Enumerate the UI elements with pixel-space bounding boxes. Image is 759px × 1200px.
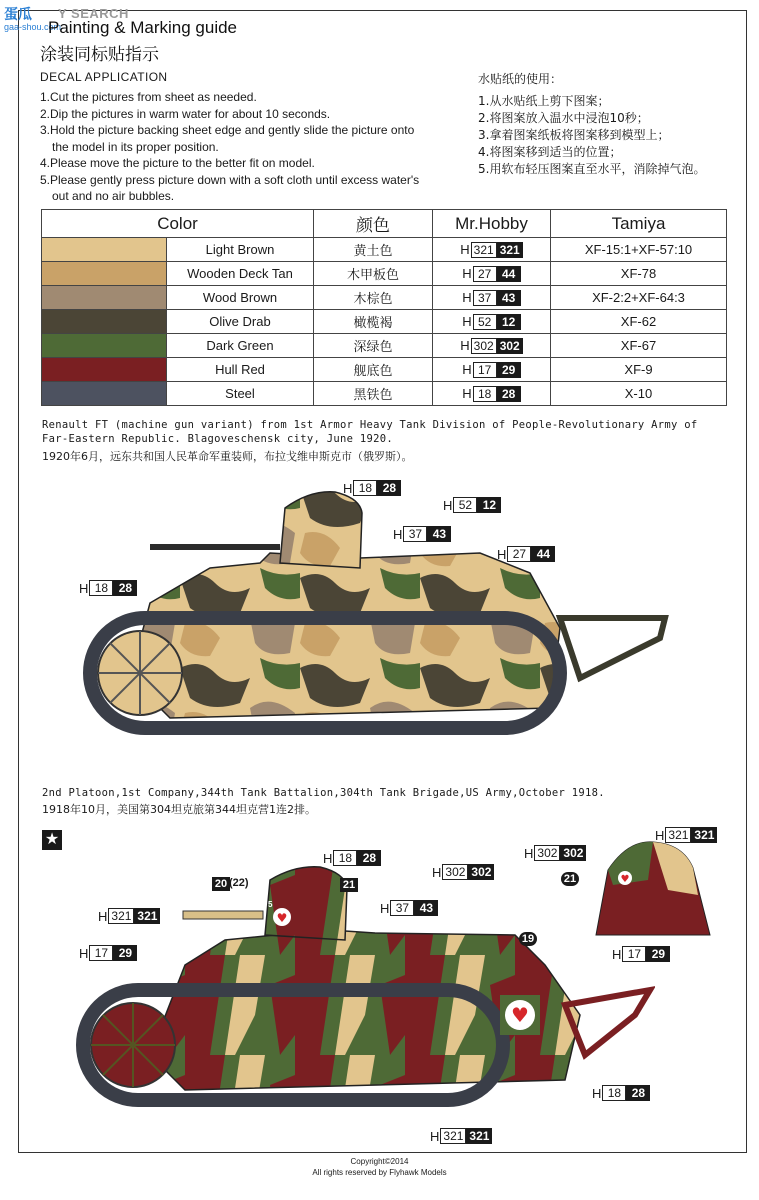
- decal-steps-cn: [478, 93, 705, 178]
- mrhobby-code: H 27 44: [433, 262, 551, 286]
- tank2-turret: [265, 867, 347, 940]
- decal-step-cn: 2.将图案放入温水中浸泡10秒；: [478, 111, 649, 125]
- color-swatch: [42, 310, 167, 334]
- watermark-search: Y SEARCH: [58, 6, 129, 21]
- copyright: [0, 1156, 759, 1178]
- tamiya-code: XF-2:2+XF-64:3: [551, 286, 727, 310]
- col-tamiya: Tamiya: [551, 210, 727, 238]
- color-swatch: [42, 334, 167, 358]
- decal-step-cn: 5.用软布轻压图案直至水平，消除掉气泡。: [478, 162, 706, 176]
- copyright-line: Copyright©2014: [350, 1157, 409, 1166]
- callout-olive-drab: H 52 12: [443, 497, 501, 513]
- mrhobby-code: H 17 29: [433, 358, 551, 382]
- decal-number-21-front: 21: [561, 872, 579, 886]
- tank1-gun: [150, 544, 280, 550]
- color-swatch: [42, 238, 167, 262]
- col-cn: 颜色: [314, 210, 433, 238]
- color-swatch: [42, 382, 167, 406]
- callout-steel: H 18 28: [343, 480, 401, 496]
- color-row: [42, 238, 727, 262]
- color-row: [42, 334, 727, 358]
- color-name: Hull Red: [167, 358, 314, 382]
- scheme2-caption-cn: 1918年10月，美国第304坦克旅第344坦克营1连2排。: [42, 803, 316, 816]
- color-row: [42, 310, 727, 334]
- color-name-cn: 舰底色: [314, 358, 433, 382]
- callout-light-brown: H 321 321: [98, 908, 160, 924]
- color-name: Wood Brown: [167, 286, 314, 310]
- color-name-cn: 橄榄褐: [314, 310, 433, 334]
- color-name-cn: 木甲板色: [314, 262, 433, 286]
- tank1-hull: [130, 553, 560, 718]
- color-name-cn: 木棕色: [314, 286, 433, 310]
- tamiya-code: XF-15:1+XF-57:10: [551, 238, 727, 262]
- page-title: Painting & Marking guide: [48, 18, 238, 37]
- decal-heading: DECAL APPLICATION: [40, 70, 168, 84]
- heart-icon: ♥: [511, 1003, 529, 1027]
- col-color: Color: [42, 210, 314, 238]
- callout-turret-green: H 302 302: [524, 845, 586, 861]
- color-name: Wooden Deck Tan: [167, 262, 314, 286]
- color-table-header: [42, 210, 727, 238]
- turret-front-view: [588, 840, 718, 945]
- callout-turret-red: H 17 29: [612, 946, 670, 962]
- color-swatch: [42, 358, 167, 382]
- color-name-cn: 黄土色: [314, 238, 433, 262]
- scheme1-caption: Renault FT (machine gun variant) from 1st Armor Heavy Tank Division of People-Revolutionary Army of: [42, 419, 698, 431]
- color-table: [41, 209, 727, 406]
- decal-step: the model in its proper position.: [52, 139, 219, 154]
- watermark-brand: 蛋瓜: [4, 6, 32, 22]
- tamiya-code: XF-67: [551, 334, 727, 358]
- decal-number-20: 20: [212, 877, 230, 891]
- rights-line: All rights reserved by Flyhawk Models: [312, 1168, 447, 1177]
- decal-number-22: (22): [229, 877, 249, 889]
- tank1-turret: [280, 492, 362, 568]
- decal-heading-cn: 水贴纸的使用：: [478, 72, 563, 86]
- callout-steel: H 18 28: [323, 850, 381, 866]
- callout-wood-brown: H 37 43: [380, 900, 438, 916]
- callout-steel-track: H 18 28: [79, 580, 137, 596]
- color-row: [42, 358, 727, 382]
- color-name: Steel: [167, 382, 314, 406]
- decal-step: 2.Dip the pictures in warm water for about 10 seconds.: [40, 106, 331, 121]
- color-name-cn: 深绿色: [314, 334, 433, 358]
- decal-step-cn: 4.将图案移到适当的位置；: [478, 145, 622, 159]
- decal-step: out and no air bubbles.: [52, 189, 175, 203]
- mrhobby-code: H 18 28: [433, 382, 551, 406]
- tank1-illustration: [60, 478, 680, 748]
- decal-number-5: 5: [268, 900, 273, 909]
- mrhobby-code: H 321 321: [433, 238, 551, 262]
- mrhobby-code: H 37 43: [433, 286, 551, 310]
- decal-steps: [40, 89, 419, 205]
- callout-steel-track: H 18 28: [592, 1085, 650, 1101]
- callout-light-brown-wheels: H 321 321: [430, 1128, 492, 1144]
- watermark-url: gaa-shou.com: [4, 22, 62, 32]
- scheme2-caption: 2nd Platoon,1st Company,344th Tank Battalion,304th Tank Brigade,US Army,October 1918.: [42, 787, 605, 799]
- decal-step-cn: 3.拿着图案纸板将图案移到模型上；: [478, 128, 670, 142]
- turret-front-heart-icon: ♥: [620, 874, 630, 885]
- decal-number-19: 19: [519, 932, 537, 946]
- color-name: Olive Drab: [167, 310, 314, 334]
- color-swatch: [42, 286, 167, 310]
- decal-step: 4.Please move the picture to the better fit on model.: [40, 156, 315, 170]
- color-name: Dark Green: [167, 334, 314, 358]
- col-mrhobby: Mr.Hobby: [433, 210, 551, 238]
- star-marker: ★: [42, 830, 62, 850]
- tamiya-code: X-10: [551, 382, 727, 406]
- callout-dark-green: H 302 302: [432, 864, 494, 880]
- tamiya-code: XF-62: [551, 310, 727, 334]
- tank1-tail: [560, 618, 665, 678]
- tank2-illustration: [75, 855, 655, 1120]
- callout-wood-brown: H 37 43: [393, 526, 451, 542]
- decal-step: 3.Hold the picture backing sheet edge and gently slide the picture onto: [40, 123, 415, 137]
- callout-wooden-deck-tan: H 27 44: [497, 546, 555, 562]
- color-name: Light Brown: [167, 238, 314, 262]
- callout-turret-tan: H 321 321: [655, 827, 717, 843]
- color-row: [42, 382, 727, 406]
- mrhobby-code: H 52 12: [433, 310, 551, 334]
- scheme1-caption-2: Far-Eastern Republic. Blagoveschensk city, June 1920.: [42, 433, 393, 445]
- color-row: [42, 262, 727, 286]
- callout-hull-red: H 17 29: [79, 945, 137, 961]
- tamiya-code: XF-9: [551, 358, 727, 382]
- color-swatch: [42, 262, 167, 286]
- color-row: [42, 286, 727, 310]
- page-title-cn: 涂装同标贴指示: [40, 45, 159, 65]
- tamiya-code: XF-78: [551, 262, 727, 286]
- decal-step: 5.Please gently press picture down with a soft cloth until excess water's: [40, 172, 420, 187]
- turret-heart-icon: ♥: [276, 911, 288, 925]
- scheme1-caption-cn: 1920年6月，远东共和国人民革命军重装师，布拉戈维申斯克市（俄罗斯）。: [42, 450, 413, 463]
- mrhobby-code: H 302 302: [433, 334, 551, 358]
- decal-step-cn: 1.从水贴纸上剪下图案；: [478, 94, 610, 108]
- decal-step: 1.Cut the pictures from sheet as needed.: [40, 90, 257, 104]
- decal-number-21: 21: [340, 878, 358, 892]
- tank2-gun: [183, 911, 263, 919]
- color-name-cn: 黑铁色: [314, 382, 433, 406]
